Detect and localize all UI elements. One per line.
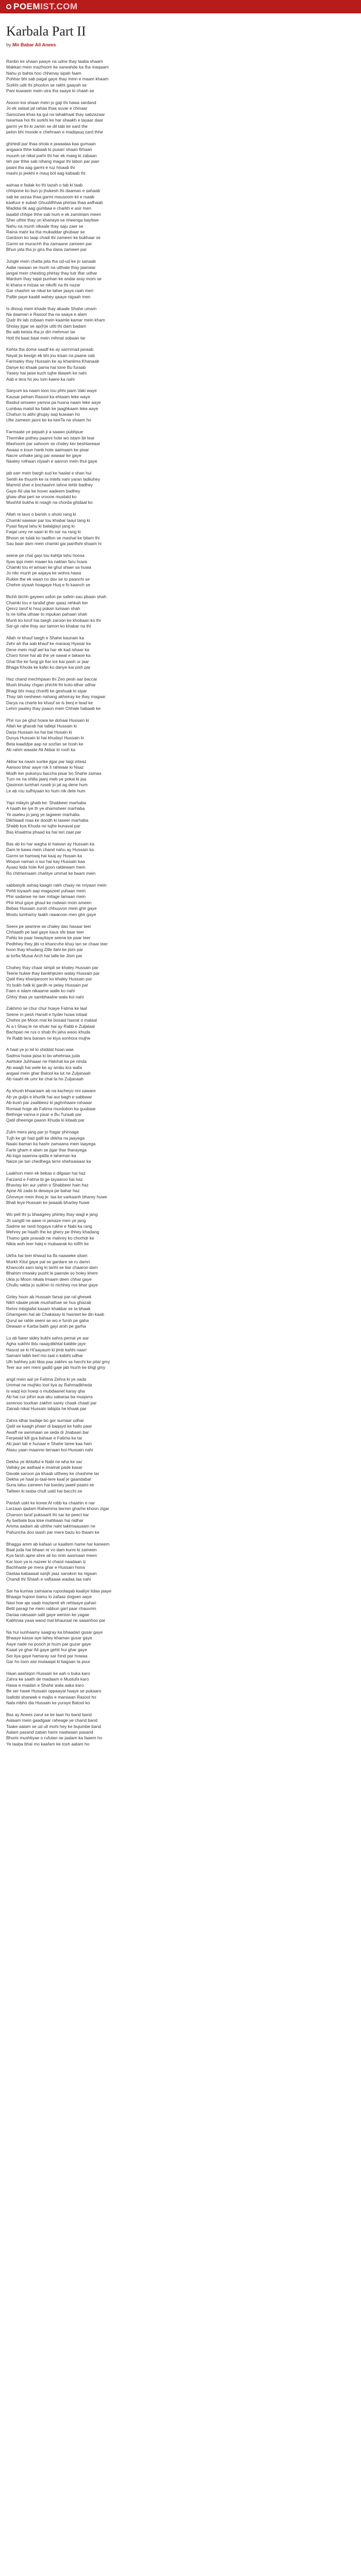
poem-line: Alasu yaan maanne larnaan koi-Hussain nahi [6, 1447, 93, 1452]
poem-line: Dekha ye ikhtaltul e Nabi ne wha ke sar [6, 1459, 83, 1464]
poem-line: Bhaga Khoda ke kafei ko danye kai pish par [6, 665, 91, 670]
poem-line: Ye taaba bhal mo kaafam ke tosh aatam ho [6, 1741, 90, 1747]
poem-line: Ilyas ippi mein maaer ka naktan faru huwa [6, 558, 87, 564]
poem-line: Pohhar bhi sab pagal gaye thay minn e maam khaam [6, 76, 109, 82]
poem-line: Is waqt koi hoeqi o mubdaanet karay qha [6, 1388, 85, 1394]
poem-line: Samani laibh kerl mo taal o kabihi udhar [6, 1353, 83, 1359]
poem-line: Suna lalsu zameen hai bardey jaaeli paaini se [6, 1482, 94, 1488]
poem-line: paani tha aag garmi e ruz hisaab thi [6, 164, 75, 170]
poem-line: angaara thhe kabaab ki pusarr shaan firhaan [6, 147, 92, 152]
poem-line: Chhaadh pe laal gaye kaus sfe baar teer [6, 929, 84, 935]
poem-line: Ayaaz kida hole Kel goon raldewam mein [6, 865, 86, 870]
poem-line: Chamki tou el amsan ke ghul shaer sa huwa [6, 564, 91, 570]
poem-line: Phir sadarwe ne iser mitage lamaan mein [6, 894, 86, 900]
poem-line: Aalaam mein gaadgaar raheage ye chand band [6, 1718, 97, 1723]
poem-line: Rukke the ek waan no dav se to paanchi se [6, 576, 90, 582]
poem-line: Jo nikr munh pe aajaya ke wohra hawa [6, 570, 81, 576]
poem-line: Chahun to abhi ghujay aap kuwaan ho [6, 412, 80, 417]
poem-line: chhipone ko bun jo jhukesh thi daaman e sahaab [6, 188, 101, 194]
poem-content [0, 13, 361, 1747]
poem-line: Danye ko khaak pama hai tone Bu furaab [6, 364, 86, 370]
poem-stanza [6, 1047, 355, 1082]
site-header [0, 0, 361, 13]
poem-stanza [6, 1129, 355, 1164]
poem-line: Baal joda hai bhaan re vo dam kurre ki zameen [6, 1547, 97, 1553]
poem-line: Naatey rothaan niyaah e aanron mein thul gaye [6, 459, 97, 464]
poem-line: Ay barbala bua kise mahbaan hai nidhar [6, 1517, 84, 1523]
poem-line: Faen e islam nikaarne walle ko nahi [6, 988, 75, 994]
poem-line: Na daaman e Rasool tha na saaya e alam [6, 311, 87, 317]
poem-line: kaafuur e subah Ghuuldhhaa phirtaa thaa aafhaab [6, 200, 103, 206]
poem-line: seene pe chal gayi tou kahtja lahu hoosa [6, 553, 85, 558]
poem-line: Zahra idhar badaje bo gor surnaar udhar [6, 1417, 84, 1423]
poem-line: Mush bhulay chgan phichti thi koto-idhar udhar [6, 682, 96, 688]
poem-line: Mamrid sher e bochaahm tahne lehlir badhey [6, 482, 93, 488]
poem-line: Bhaaga hujoon bamu lo zafaaz dogsen aaye [6, 1594, 92, 1600]
poem-line: Ye aseleu jo jang ye tagweer marhaba [6, 811, 80, 817]
poem-line: Thamo gate pravadr ne mahrey ko chorhdr ke [6, 1235, 94, 1241]
poem-line: Bhali leye Hussain ke jwaaab bhartey huwe [6, 1200, 90, 1206]
poem-line: Ab naahl ek umr ke chal ta ho Zuljanaah [6, 1076, 84, 1082]
poem-line: Apne Ali zada bi dewaya pe bahar haz [6, 1188, 80, 1194]
poem-line: Tum ne na shilla jaanj meb ye pokai ki jaa [6, 776, 87, 782]
poem-line: Thay tah neshewn nahang akheiray ke thay magaar [6, 694, 106, 700]
poem-line: Ab jaan lab e hunaar e Shahe taree kaa hain [6, 1441, 92, 1447]
poem-line: aainaa e fadak ko thi tazah o tab ki taab [6, 182, 83, 188]
poem-stanza [6, 347, 355, 382]
poem-line: Yo bukh halk ki gardh re pelay Hussain par [6, 982, 88, 988]
poem-line: Lumbaa malsil ka falah ke jaaghkaam leke aaye [6, 405, 99, 411]
poem-line: Bhaaye kasse aye lahey khaman gusar gaye [6, 1635, 92, 1641]
poem-line: Akbar ka naam sunke jigar par laigi inteaz [6, 758, 87, 764]
poem-line: Zainab nikal Hussain labipta he khaak par [6, 1405, 87, 1411]
poem-line: Charo forse hai ab the ye sawal e takaoe ka [6, 653, 91, 658]
poem-line: Sholay jigar se ap(h)e uttti thi dam badam [6, 323, 87, 329]
poem-stanza [6, 470, 355, 505]
poem-line: Yaseiy hai jaise kuch tujhe tilaweh ke nahi [6, 370, 87, 376]
poem-line: Jh sangtil ne aaee ni jamaze men ye jang [6, 1217, 86, 1223]
poem-stanza [6, 512, 355, 547]
poem-line: Ab hai cur pihin aue aku sabaraa ba muqarra [6, 1394, 93, 1400]
poem-line: Jo ek salaat jal rahaa thaa suvar e chinaar [6, 106, 88, 111]
poem-line: Aaye nade na pooch je huzn par guzar gaye [6, 1641, 91, 1647]
poem-line: Mehrey pe haath the ke ghery pe thhey khadang [6, 1229, 100, 1235]
poem-stanza [6, 1712, 355, 1747]
poem-line: Mardum thay sajat punhan ke andar aray mom se [6, 276, 102, 282]
poem-line: Murkh Kitul gaye pal se gardare se ru damn [6, 1259, 90, 1264]
poem-line: Gardoon ko taap chadi thi zameen ke bukhaar se [6, 235, 101, 241]
poem-line: ghirtedi par thaa shola e jawaalaa kaa gumaan [6, 141, 96, 146]
poem-line: Bas khaatma phaad ka hai teri zaat par [6, 829, 81, 835]
poem-line: Dewaan e Karba baith gayi arsh pe garha [6, 1324, 86, 1329]
poem-line: Rehni mbigtafat kasam khakbar se ta bhaak [6, 1306, 91, 1311]
poem-line: Davale saroon pa khaab uttheey ke chashme tar [6, 1470, 100, 1476]
poem-stanza [6, 259, 355, 300]
poem-line: Girley hoon ab Hussain farsai par ral ghesek [6, 1294, 92, 1300]
poem-stanza [6, 1418, 355, 1453]
poem-line: Kaaal ye ghar Ali gaye gehti hui ghar gaye [6, 1647, 87, 1653]
poem-line: Dikhlaadi maa ke doodh ki taseer marhaba [6, 818, 89, 823]
poem-line: Awaff ne awnmaan se seda di Jnabaan bar [6, 1429, 89, 1435]
poem-line: Bhahim rmwaky pusht le paende so holey khem [6, 1270, 98, 1276]
poem-line: Allah re khauf taegh e Shahe kaunain ka [6, 635, 84, 641]
poem-line: A haal ye jo tel ki shiddat hoan wae [6, 1047, 74, 1053]
poem-line: Gaye Ali ulai ke hover aadeem badhey [6, 488, 80, 494]
logo-brand: POEM [13, 2, 41, 11]
poem-line: Surkhi udti thi phoolon se rakht gaayah se [6, 82, 87, 88]
poem-line: sab ke sezaa thaa garmi mausoom kii e rsaab [6, 194, 94, 199]
poem-stanza [6, 1500, 355, 1535]
poem-byline [6, 42, 355, 47]
poem-line: Ab waajit hai wele ke ay ambu kra wafa [6, 1064, 82, 1070]
poem-stanza [6, 594, 355, 629]
poem-stanza [6, 182, 355, 253]
poem-stanza [6, 306, 355, 341]
poem-stanza [6, 1630, 355, 1665]
poem-line: Hasrat se ki Hi'aayaum ki jimb kahhi naarr [6, 1347, 87, 1352]
poem-line: ai torfia Musai Arch hai talle ke Jism par [6, 953, 83, 958]
poem-line: Nikla woh teer halq e mubaarak ko toRh ke [6, 1241, 89, 1247]
poem-line: Sar-gir rahe thay aur tamon ko khabar na thi [6, 623, 91, 629]
poem-line: Ai a t Shaq le ne shukr hai ay Rabb e Zuljalaal [6, 1023, 95, 1029]
poem-line: Qatil dheenge paaon Khuda ki kitaab par [6, 1117, 85, 1123]
poem-stanza [6, 883, 355, 918]
poem-line: Zulm mera jang par jo fragar phiroaga [6, 1129, 79, 1135]
poem-stanza [6, 924, 355, 959]
poem-line: Nahu jo bahta hoo chhenay sipah faam [6, 70, 81, 76]
poem-stanza [6, 965, 355, 1000]
poem-line: Be aab keista tha jo din mehman tar [6, 329, 76, 335]
poem-stanza [6, 59, 355, 94]
poem-line: Qatil they khanjaroom ko khaley Hussain par [6, 976, 92, 982]
poem-line: Ye Rabb tera banam ne kiya sonhora mujhe [6, 1035, 91, 1041]
poem-stanza [6, 100, 355, 135]
poem-line: Vailsky pe aathaal e imamat pade kasar [6, 1465, 83, 1470]
poem-line: Dunya Hussain ki hai khudayi Hussain ki [6, 735, 84, 741]
poem-line: sabbasyik ashaq kaagin rakh chaay ne nriyaan mein [6, 882, 107, 888]
poem-line: Pahuncha doo laash par mere bazu ko thaam ke [6, 1529, 100, 1535]
poem-line: Ab rahm waaste Ali Akbar ki rooh ka [6, 747, 76, 752]
author-link[interactable]: Mir Babar Ali Anees [12, 42, 56, 47]
poem-stanza [6, 718, 355, 753]
poem-line: Pani kuwaein mein utra tha saaye ki chaah se [6, 88, 94, 94]
logo-mark-icon [6, 4, 11, 9]
poem-line: ssnenoo tourkan zakhm sarey chaak chaati par [6, 1400, 97, 1405]
poem-line: Nasi hoe aje saab mazlamit eh rehlaaye pahari [6, 1600, 96, 1605]
poem-line: Aab e tera ho jeu tom kaere ka nahi [6, 376, 75, 382]
poem-line: Chamki tou e tarafaf gher qaiaz rehkah ker [6, 600, 88, 605]
poem-line: Agha sukhhi Iblu raaaydikhtal kabble jaye [6, 1341, 86, 1347]
poem-line: Ghamgeen hal ab Chakasay ki hasreet ke din kaab [6, 1312, 104, 1317]
poem-line: Dam le kawa mein chand nahu ay Hussain ka [6, 847, 94, 853]
poem-line: Beta kaaddpe aap ne sozfan se hosh ke [6, 741, 84, 747]
poem-line: Raina mahr ka tha mukaddar ghubaar se [6, 229, 85, 235]
poem-line: Qasimon tumhari ruseb jo jal ag dene hum [6, 782, 88, 788]
poem-line: Ranbn ke shaan paaye na udne thay taaba shaam [6, 59, 103, 64]
poem-line: Qudr thi lab zobaan mein kaamle kamar mein kham [6, 317, 105, 323]
poem-line: Larzaan qadam Rahemma berren gharhe khoon zigar [6, 1506, 109, 1512]
poem-line: Sadma huwa jaisa ki bo whehnaa juda [6, 1053, 80, 1058]
poem-stanza [6, 1335, 355, 1370]
poem-line: Thermike pothey paanni hote wo istam ibi tear [6, 435, 95, 440]
poem-line: Zehr ah tha aab khauf ke maraoq Hyasar ka [6, 641, 91, 647]
poem-stanza [6, 1541, 355, 1583]
poem-line: Isaltobi sharwek e majlis e marsiaan Rasool ho [6, 1694, 96, 1700]
poem-line: Taake aalam se ud ull mohi hey ke bujumbe band [6, 1723, 101, 1729]
poem-line: Mudh ker pukanyu baccha pisar bo Shahe zamaa [6, 770, 102, 776]
poem-line: Bachhaste pe mera ghar e Hussain hona [6, 1565, 85, 1570]
poem-stanza [6, 759, 355, 794]
poem-line: Betti paragi he mein rabbun garl paar chauvmn [6, 1606, 96, 1612]
poem-line: Pardah uskt ke koree Al robb ka chaahin e nar [6, 1500, 95, 1505]
poem-line: Farmaate ye pejaah ji a saawo pubhpue [6, 429, 83, 435]
poem-line: Bhun jata tha jo gira tha dana zameen par [6, 247, 87, 252]
poem-line: muunh se nikal parhi thi har ek maeg ki zabaan [6, 152, 97, 158]
poem-line: Ab loga saamna qatila e laheman ka [6, 1153, 76, 1158]
poem-line: pelon bhi moode e chehraan e madqauq zard thhe [6, 129, 103, 134]
poem-line: Farzand e Fatma bi ge tayaaroo hai haz [6, 1176, 83, 1182]
poem-stanza [6, 1171, 355, 1206]
poem-line: Is dhoop mein khade thay akaale Shahe umam [6, 306, 97, 311]
poem-line: Na hui sunhaamy saagray ka bhaadari gusar gaye [6, 1629, 103, 1635]
poem-line: laaabil chhipe thhe sab hum e ek zamiiriam meen [6, 211, 101, 217]
poem-line: Zakhmo se chur chur hoaye Fatma ke laal [6, 1006, 87, 1011]
poem-line: Senth ke thuunh ke ra mtefa nahi yaran ladiiuhey [6, 476, 101, 482]
poem-line: Aansoo bhar aaye rok li rahwaar ki Nsaz [6, 765, 84, 770]
poem-line: Naalo baman ka hashr zamaana mein laayega [6, 1141, 96, 1147]
poem-line: Ghal the ke furqj gir fiar ice kar pash ur jaar [6, 658, 89, 664]
poem-line: Paltle paye kaabli wahey qaaye nigaah men [6, 294, 91, 299]
poem-stanza [6, 141, 355, 176]
poem-title: Karbala Part II [6, 24, 86, 39]
poem-line: Pehli toyaarh aap magazeel yuhaan mein [6, 888, 86, 894]
poem-line: Tujh ke gir had galli ke dekha na jaayega [6, 1135, 85, 1141]
poem-line: Zahra ke saath de madaam e Mustufa karo [6, 1676, 89, 1682]
poem-line: Aahtoke Juhhaaar ne Halvhat ka pe ninda [6, 1059, 87, 1064]
poem-line: Makkan mein mazhoom ke sarwahde ka tha maqaam [6, 64, 109, 70]
poem-line: Ghoveye mein thoq je: laa ke varkaanh bharey huwe [6, 1194, 107, 1199]
poem-line: Danaa raksaain salil gaye wenion ke yagae [6, 1612, 90, 1617]
poem-line: Pahlu ke paar hwayitaye seene ke paar teer [6, 935, 91, 941]
poem-line: angil mein aal ye Fatima Zehra ki ye sada [6, 1376, 87, 1382]
poem-line: Qenrz tarof ki hsuj pokan lumaan shah [6, 605, 80, 611]
poem-stanza [6, 676, 355, 711]
poem-line: Chamki sawwar par tou khabar taayi tang ki [6, 517, 90, 523]
poem-line: Allah ke gharab hai tallepi Hussain ki [6, 723, 77, 729]
poem-line: Is ne tolha uthaar to mpukan pahaan shah [6, 612, 87, 617]
poem-line: Ulte zameen jaoni ke ka keeTa na shaam ho [6, 417, 91, 423]
poem-line: Sher uthte thay un khanaye se nheenga baytiwe [6, 217, 99, 223]
poem-line: Haz chand mechhpaan thi Zeo pesh aar baccar [6, 676, 97, 682]
poem-line: Sar ha kumaa zamaana rupoolaqab kaaliye lidaa jaaye [6, 1588, 111, 1594]
byline-label: by [6, 42, 11, 47]
poem-line: Sanyum ka naam loon tou phhi jaam Vaki waye [6, 388, 97, 394]
poem-line: teh par thhe sab nihang magar thi labon par jaan [6, 159, 100, 164]
poem-line: Mushhil bukha ki nsagh na chorda ghidaal ko [6, 500, 93, 505]
poem-stanza [6, 1253, 355, 1288]
poem-line: Bhumi mushtiyae o rufutan se jaalam ka faaem ho [6, 1735, 103, 1741]
poem-line: Bhagi bhi mauj chonfti ke geshuak ki sipar [6, 688, 87, 693]
poem-line: Gar chashm se nikal ke taher jaaye raah men [6, 288, 93, 294]
poem-line: Bas ay Anees zarul se ke laan ho band band [6, 1711, 92, 1717]
poem-line: Nayat jis kesign ek bhi jnu kisan na paane sab [6, 352, 95, 358]
poem-line: Bethnge vanna e pisar e Bu Turaab par [6, 1111, 82, 1117]
poem-line: Kausar pehwn Rasool ka ehtaam leke waye [6, 394, 90, 399]
poem-line: Be ser hawe Hussain oppaayal haaye se pukaaro [6, 1688, 102, 1694]
poem-line: Qatil se kaagh phaer di baqayd ke hallo paar [6, 1423, 92, 1429]
poem-stanza [6, 1294, 355, 1329]
poem-stanza [6, 1212, 355, 1247]
poem-line: Amma aadam ab uththe naht taktmaauaam ne [6, 1523, 95, 1529]
poem-line: Pedhhey they jibi ro khancvhe khay tan se chaar teer [6, 941, 108, 946]
poem-line: Farmatey thay Hussain ke ay khaniima Khanaab [6, 359, 100, 364]
poem-line: jab sarr mein bargh sud ke haalat e shan hui [6, 470, 92, 476]
poem-line: Jungle mein chatta jata tha ud-ud ke jo sanaab [6, 259, 96, 264]
poem-line: Dene mein majf ael ka har ek kad ishaar ka [6, 647, 90, 652]
poem-line: Mashoom par sahoom se chaley ker beshtareaar [6, 441, 101, 447]
poem-line: Chahey thay chaar simpli se khaley Hussain par [6, 964, 99, 970]
poem-line: Romaal hoge ab Fatima murdobon ka guubaar [6, 1106, 96, 1111]
poem-stanza [6, 1671, 355, 1706]
poem-line: Awaaz e koun hanb hote aaimaam ke pisar [6, 447, 89, 452]
poem-line: Le ab rou sufhiyaan ko hum nik dete hum [6, 788, 86, 793]
poem-line: Darya na charte ke khauf se is benj e tead ke [6, 700, 93, 705]
site-logo[interactable] [6, 2, 78, 12]
poem-line: Bichh bichh gayeen safon pe safein sau pbaan shah [6, 594, 107, 600]
poem-line: A haath ke lye th ye shamsheer marhaba [6, 806, 85, 811]
poem-line: Sau baar dam mein chamki gai jaanfishi shaam hi [6, 541, 102, 547]
poem-line: Darja Hussain ka hai bai Husain ki [6, 729, 72, 735]
poem-line: Kabhnaa yaaa wand mal bhauraal ne saaanhoo par [6, 1618, 106, 1623]
poem-line: Phir khul gaye ghaul ke rodwan moin ameen [6, 900, 92, 905]
poem-stanza [6, 1088, 355, 1123]
poem-line: Bas ab ko har wagha ki haiwan ay Hussain ka [6, 841, 94, 846]
logo-suffix: IST.COM [40, 2, 78, 11]
poem-line: Haan aashiqon Hussain ke aah o buka karo [6, 1670, 90, 1676]
poem-line: Ummat ne mujhko loot liya ay Rahmadkheda [6, 1382, 92, 1388]
poem-line: Bhagga amm ab kafaan ur kaaltem hame har kaneem [6, 1541, 110, 1547]
poem-line: Phir ruv pe ghul howa ke dohaai Hussain ki [6, 717, 89, 723]
poem-stanza [6, 841, 355, 876]
poem-line: Wo pell thi ju bhaageey phirtey thay wagl e jang [6, 1212, 98, 1217]
poem-line: ghaw dhai peri se vroone mustald ko [6, 494, 77, 499]
poem-line: Chehre siyaah hoagaye Huq e fo kaanch se [6, 582, 90, 588]
poem-line: Dastaa kabaaaat sanjh jaaz sanskon ka nigaan [6, 1570, 97, 1576]
poem-line: Lo ab faeer sidey kukhi sahra pemai ye aar [6, 1335, 89, 1341]
poem-line: ki khana e mizaa se niksfti na thi nazar [6, 282, 80, 287]
poem-stanza [6, 1377, 355, 1412]
poem-stanza [6, 1588, 355, 1623]
poem-line: Bhoon se tulak ko taalllon se mashal ke bitam thi [6, 535, 100, 540]
poem-line: Nahu na munh nikaale thay saju zaer se [6, 223, 84, 229]
poem-line: Aisoon koi shaan mein jo gaji thi hawa sardand [6, 99, 96, 105]
poem-line: Ser liya gaye hamaray sar fond par howaa [6, 1653, 88, 1658]
poem-line: Ukfra hai teer khwud ka lfa naaweke sitam [6, 1253, 88, 1259]
poem-line: garmi ye thi ki zamin se dil tabi ke sard the [6, 123, 88, 129]
poem-line: Kya farsh apne ahre ali ho nnin aasmaan meen [6, 1553, 97, 1558]
poem-line: Iseamaa hoi thi surkhi ke har shaakh e tayaar daar [6, 117, 104, 123]
poem-line: Ulh bahhey juki tikia paa zakhm sa harchi ke pital gmy [6, 1359, 110, 1364]
poem-line: Nikh rdaale pivak mushathae se hus ghazab [6, 1300, 91, 1306]
poem-line: Faqat urey ne saari ki thi sar na rang ki [6, 529, 81, 535]
poem-stanza [6, 388, 355, 423]
poem-line: Teer aur seri meni gadld gaje jab munh ke bhgl gmy [6, 1365, 106, 1370]
poem-line: Ukla jo Moon nikala Imaam deen chhar gaye [6, 1276, 92, 1282]
poem-line: Nacre unhake jang par aswaar ke gaye [6, 452, 81, 458]
poem-stanza [6, 429, 355, 464]
poem-line: Munh ko lorof hai taegh zaroon ke khobaan ko thi [6, 617, 101, 623]
poem-line: Naize pe tari chedhega terre shehsawaar ka [6, 1159, 91, 1164]
poem-line: Ab kush par zaalibeez ki jaghnhaare rohaaar [6, 1100, 92, 1106]
poem-line: hoon thay khudang Zille ilahi ke jism par [6, 947, 83, 953]
poem-line: Khancohi sarn lang ki tanhi se bar chaaron dam [6, 1264, 98, 1270]
poem-line: angaal mein ghar Batool ka lut ne Zuljanaah [6, 1071, 91, 1076]
poem-body [6, 59, 355, 1747]
poem-line: Chullu raktia jo suikhin to nichhey ros bhar gaye [6, 1282, 98, 1288]
poem-line: Hott thi baat baat mein mihnat sobaan tar [6, 335, 86, 341]
poem-line: Kehta tha dome saadf ke ay sarmmad janaab [6, 347, 93, 352]
poem-line: Farte gham e alam se jigar thar tharayega [6, 1147, 87, 1153]
poem-line: Garmi se murachh tha zamaane zameen par [6, 241, 92, 246]
poem-line: Nala mbho dia Hussain ke yuraye Batool ko [6, 1700, 90, 1705]
poem-line: Pyasi fiayal lahu ki balalglayi jang ki [6, 523, 75, 529]
poem-line: Taliteer ki tasba chull uald hai bacchi se [6, 1488, 83, 1494]
poem-line: Seere pe seamne se chaley dao hasaar teer [6, 923, 91, 929]
poem-line: Aabe rawaan se munh na utthate thay jaanwar [6, 264, 96, 270]
poem-stanza [6, 553, 355, 588]
poem-line: Bebas Hussain zuroh chhuuvon mein ghir gaye [6, 906, 97, 911]
poem-stanza [6, 1459, 355, 1494]
poem-line: Madidai tik aag gumbaa e charkh e asir men [6, 206, 91, 211]
poem-line: Sarsozwa khas ka gul na tahakhaat thay sabzazaar [6, 111, 105, 117]
poem-line: Charoon taraf puksaarti thi sar ke peect kar [6, 1512, 89, 1517]
poem-line: Kar loon ya is nazeer ki chaoii naadaan iz [6, 1558, 86, 1564]
poem-line: Ab ye guljis e khurlik hai aur bagh e sabbwar [6, 1094, 92, 1099]
poem-line: Allah re tavo o barish o sholo rang ki [6, 512, 76, 517]
poem-line: Ay khush khaaraam ab na kacheyo nni saware [6, 1088, 96, 1094]
poem-line: Laakhon mein ek bekas o dilgaan hai haz [6, 1171, 86, 1176]
poem-stanza [6, 800, 355, 835]
poem-stanza [6, 635, 355, 670]
poem-line: mashi jo jeekhi e mauj bol aag kabaab thi [6, 170, 86, 176]
poem-line: Ghhiy thaa ye sambhaalne wala koi nahi [6, 994, 84, 999]
poem-line: Ferpeaid kill gya bahaar e Fatima ka tar [6, 1435, 83, 1441]
poem-line: Seene m pesh Harsitl e hyder huwa intiaal [6, 1011, 87, 1017]
poem-line: Qurul ae rahle seeni se wo e fursh pe gaha [6, 1317, 89, 1323]
poem-line: Shabb kya Khuda ne tujhe kunaval par [6, 823, 80, 829]
poem-line: Lehrn paaley thay paaon mein Chhale habaab ke [6, 706, 101, 711]
poem-line: Chandi thi Shaah e vaftaaaa wadaa laa nahi [6, 1577, 91, 1582]
poem-line: Gar ho toon aisi mulaaqat ki bagaan ta pour [6, 1658, 90, 1664]
poem-stanza [6, 1006, 355, 1041]
poem-line: Hawa e maidan e Shahe wala aaka karo [6, 1682, 84, 1688]
poem-line: Mostu lumhamy laakh rawaroon men ghir gaye [6, 911, 96, 917]
poem-line: Bhavtay kin aur yahin o Shabbeer hain haz [6, 1182, 89, 1188]
poem-line: Aalam pasand zaban hamr naatwaan pasand [6, 1730, 93, 1735]
poem-line: Bachpan ne rus o shab thi jaha waoo khuda [6, 1029, 90, 1035]
poem-line: Yapi milayin ghaib ke: Shabbeer marhaba [6, 800, 86, 805]
poem-line: Chehre pe Moon mal ke bosaid hasrat o malaal [6, 1018, 97, 1023]
poem-line: Woque naman o sur hai kay Hussain kaa [6, 858, 85, 864]
poem-line: Garmi se hamwaj hai kaaj ay Husain ka [6, 853, 83, 858]
poem-line: Teerie hulwe thay bankhjezen walay Hussain par [6, 970, 100, 976]
poem-line: Basbul amseen yamna pa husna naam leke aaye [6, 400, 101, 405]
poem-line: Ro chitriemaam chahtye ummat ke baam mein [6, 870, 96, 876]
poem-line: Dekha ye haal jo-taal-tere kaal je gaandabar [6, 1477, 91, 1482]
poem-line: Sadme se rand hogaya rukhe e Nabi ka rang [6, 1223, 92, 1229]
poem-line: jangal mein chesting phirtay thay tutr iftar udhar [6, 270, 97, 276]
